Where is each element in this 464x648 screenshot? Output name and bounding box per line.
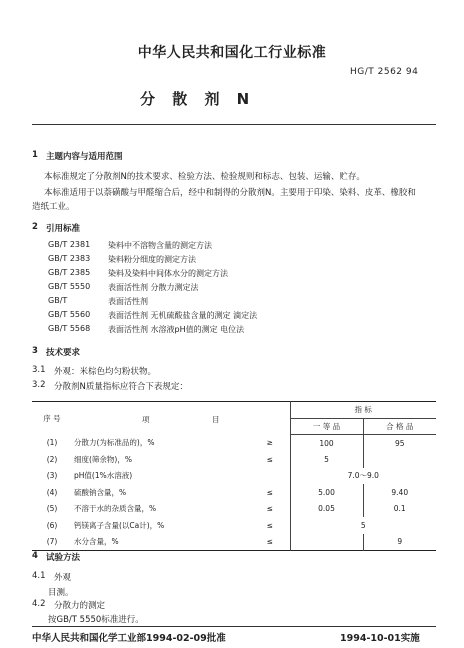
reference-title: 染料粉分细度的测定方法 xyxy=(108,255,196,264)
clause-4-1-number: 4.1 xyxy=(32,571,46,581)
reference-title: 表面活性剂 无机硫酸盐含量的测定 滴定法 xyxy=(108,311,258,320)
table-row xyxy=(32,468,436,485)
clause-4-1-text: 目测。 xyxy=(48,588,74,598)
publisher-line: 中华人民共和国化工行业标准 xyxy=(137,45,327,61)
section-4-heading: 试验方法 xyxy=(46,553,81,563)
reference-code: GB/T 2383 xyxy=(48,254,91,263)
table-row xyxy=(32,451,436,468)
table-row xyxy=(32,501,436,518)
row-item: pH值(1%水溶液) xyxy=(74,471,133,481)
clause-4-2-text: 按GB/T 5550标准进行。 xyxy=(48,615,144,625)
row-merged-value: 7.0～9.0 xyxy=(290,468,436,485)
row-relation: ≤ xyxy=(266,537,273,546)
row-number: (2) xyxy=(46,454,58,464)
row-item: 钙镁离子含量(以Ca计)，% xyxy=(74,520,165,530)
clause-4-2-number: 4.2 xyxy=(32,599,46,609)
row-item: 分散力(为标准品的)，% xyxy=(74,438,155,448)
row-number: (3) xyxy=(46,471,58,481)
row-relation: ≤ xyxy=(266,487,273,497)
row-grade-1: 100 xyxy=(290,435,363,452)
row-item: 水分含量，% xyxy=(74,537,119,546)
row-number: (5) xyxy=(46,504,58,514)
row-item: 硫酸钠含量，% xyxy=(74,487,127,497)
section-3-heading: 技术要求 xyxy=(46,348,81,358)
row-grade-2: 9.40 xyxy=(363,484,436,501)
reference-code: GB/T 2385 xyxy=(48,268,91,277)
table-row xyxy=(32,517,436,534)
row-number: (7) xyxy=(46,537,58,546)
row-grade-2 xyxy=(363,451,436,468)
clause-3-1-number: 3.1 xyxy=(32,365,46,375)
row-merged-value: 5 xyxy=(290,517,436,534)
row-relation: ≤ xyxy=(266,504,273,514)
standard-number: HG/T 2562 94 xyxy=(350,67,419,77)
clause-4-1-heading: 外观 xyxy=(54,573,72,583)
row-grade-1: 5 xyxy=(290,451,363,468)
reference-code: GB/T xyxy=(48,296,68,305)
row-relation: ≤ xyxy=(266,454,273,464)
row-grade-1: 5.00 xyxy=(290,484,363,501)
clause-3-2-text: 分散剂N质量指标应符合下表规定： xyxy=(54,382,188,392)
clause-3-2-number: 3.2 xyxy=(32,380,46,390)
section-1-paragraph-2-cont: 造纸工业。 xyxy=(32,202,75,212)
section-1-heading: 主题内容与适用范围 xyxy=(46,152,123,162)
table-header-grade-1: 一 等 品 xyxy=(290,418,363,435)
clause-4-2-heading: 分散力的测定 xyxy=(54,601,106,611)
table-header-item xyxy=(72,402,290,435)
quality-index-table xyxy=(32,401,436,551)
row-relation: ≥ xyxy=(266,438,273,448)
row-grade-1 xyxy=(290,534,363,551)
row-item: 不溶于水的杂质含量，% xyxy=(74,504,157,514)
row-item: 细度(筛余物)，% xyxy=(74,454,132,464)
table-header-item-a: 项 xyxy=(142,415,150,424)
footer-rule xyxy=(32,626,436,627)
table-row xyxy=(32,484,436,501)
implementation-date: 1994-10-01实施 xyxy=(340,633,420,644)
section-4-number: 4 xyxy=(32,551,38,561)
reference-code: GB/T 2381 xyxy=(48,240,91,249)
row-number: (6) xyxy=(46,520,58,530)
table-header-number: 序 号 xyxy=(43,413,61,423)
reference-code: GB/T 5568 xyxy=(48,324,91,333)
section-1-paragraph-2: 本标准适用于以萘磺酸与甲醛缩合后，经中和制得的分散剂N。主要用于印染、染料、皮革、橡胶和 xyxy=(44,188,416,198)
section-1-number: 1 xyxy=(32,150,38,160)
row-relation: ≤ xyxy=(266,520,273,530)
row-number: (1) xyxy=(46,438,58,448)
table-header-grade-2: 合 格 品 xyxy=(363,418,436,435)
row-relation xyxy=(250,468,290,485)
reference-code: GB/T 5550 xyxy=(48,282,91,291)
header-rule xyxy=(32,124,436,125)
section-2-heading: 引用标准 xyxy=(46,224,81,234)
reference-title: 染料中不溶物含量的测定方法 xyxy=(108,241,212,250)
row-grade-2: 95 xyxy=(363,435,436,452)
reference-title: 表面活性剂 xyxy=(108,297,148,306)
approval-line: 中华人民共和国化学工业部1994-02-09批准 xyxy=(32,633,226,644)
table-header-index: 指 标 xyxy=(290,402,436,419)
reference-title: 表面活性剂 分散力测定法 xyxy=(108,283,199,292)
row-number: (4) xyxy=(46,487,58,497)
section-2-number: 2 xyxy=(32,222,38,232)
document-title: 分 散 剂 N xyxy=(140,90,256,108)
clause-3-1-text: 外观：米棕色均匀粉状物。 xyxy=(54,367,157,377)
row-grade-2: 9 xyxy=(363,534,436,551)
reference-code: GB/T 5560 xyxy=(48,310,91,319)
section-1-paragraph-1: 本标准规定了分散剂N的技术要求、检验方法、检验规则和标志、包装、运输、贮存。 xyxy=(44,172,365,182)
table-header-item-b: 目 xyxy=(212,415,220,424)
row-grade-1: 0.05 xyxy=(290,501,363,518)
row-grade-2: 0.1 xyxy=(363,501,436,518)
table-row xyxy=(32,534,436,551)
reference-title: 染料及染料中间体水分的测定方法 xyxy=(108,269,228,278)
section-3-number: 3 xyxy=(32,346,38,356)
table-row xyxy=(32,435,436,452)
reference-title: 表面活性剂 水溶液pH值的测定 电位法 xyxy=(108,325,245,334)
